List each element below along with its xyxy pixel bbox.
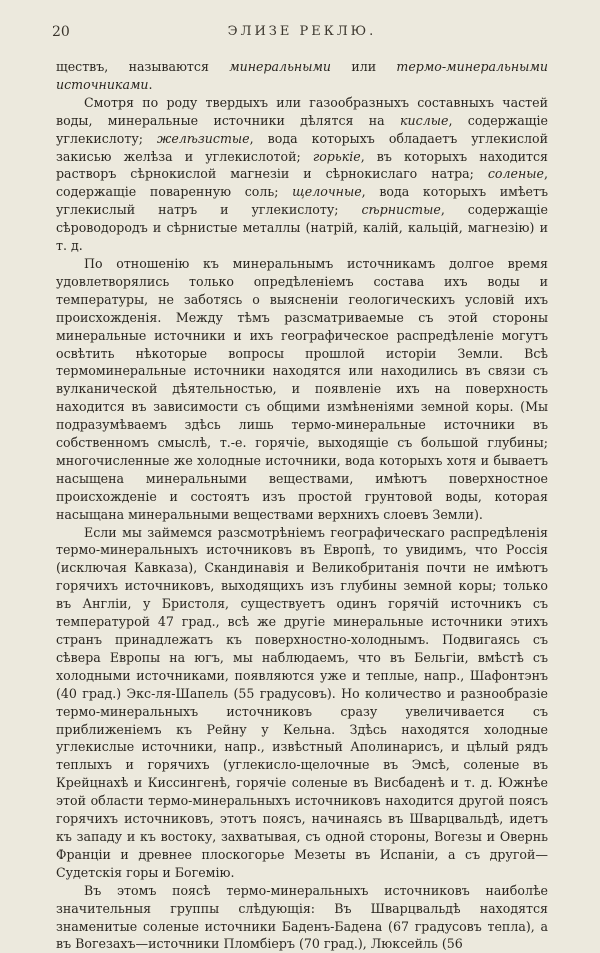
paragraph: [56, 882, 548, 953]
body-text: [56, 58, 548, 953]
text-run: , вода которыхъ обладаетъ углекислой закисью желѣза и углекислотой;: [56, 130, 548, 164]
italic-term: желѣзистые: [157, 130, 250, 146]
italic-term: термо-минеральными источниками: [56, 59, 548, 92]
text-run: , содержащіе поваренную соль;: [56, 166, 548, 200]
italic-term: щелочные: [292, 184, 362, 200]
paragraph: [56, 58, 548, 94]
italic-term: кислые: [400, 112, 449, 128]
italic-term: сѣрнистые: [361, 202, 441, 218]
running-title: ЭЛИЗЕ РЕКЛЮ.: [227, 24, 377, 39]
text-run: По отношенію къ минеральнымъ источникамъ долгое время удовлетворялись только опредѣленіемъ состава ихъ воды и температуры, не заботясь о выясненіи геологическихъ условій ихъ происхожденія. Между тѣмъ разсматриваемые съ этой стороны минеральные источники и ихъ географическое распредѣленіе могутъ освѣтить нѣкоторые вопросы прошлой исторіи Земли. Всѣ термоминеральные источники находятся или находились въ связи съ вулканической дѣятельностью, и появленіе ихъ на поверхность находится въ зависимости съ общими измѣненіями земной коры. (Мы подразумѣваемъ здѣсь лишь термо-минеральные источники въ собственномъ смыслѣ, т.-е. горячіе, выходящіе съ большой глубины; многочисленные же холодные источники, вода которыхъ хотя и бываетъ насыщена минеральными веществами, имѣютъ поверхностное происхожденіе и состоятъ изъ простой грунтовой воды, которая насыщана минеральными веществами верхнихъ слоевъ Земли).: [56, 255, 548, 522]
page-number: 20: [52, 24, 70, 40]
text-run: , содержащіе сѣроводородъ и сѣрнистые металлы (натрій, калій, кальцій, магнезію) и т. д.: [56, 202, 548, 254]
text-run: , содержащіе углекислоту;: [56, 112, 548, 146]
text-run: .: [148, 76, 153, 92]
italic-term: горькіе: [312, 148, 361, 164]
text-run: Смотря по роду твердыхъ или газообразныхъ составныхъ частей воды, минеральные источники дѣлятся на: [56, 94, 548, 128]
text-run: или: [331, 59, 397, 74]
text-run: ществъ, называются: [56, 59, 230, 74]
running-head: [52, 24, 548, 44]
paragraph: [56, 255, 548, 524]
text-run: , вода которыхъ имѣетъ углекислый натръ и углекислоту;: [56, 184, 548, 218]
text-run: Если мы займемся разсмотрѣніемъ географическаго распредѣленія термо-минеральныхъ источниковъ въ Европѣ, то увидимъ, что Россія (исключая Кавказа), Скандинавія и Великобританія почти не имѣютъ горячихъ источниковъ, выходящихъ изъ глубины земной коры; только въ Англіи, у Бристоля, существуетъ одинъ горячій источникъ съ температурой 47 град., всѣ же другіе минеральные источники этихъ странъ принадлежатъ къ поверхностно-холоднымъ. Подвигаясь съ сѣвера Европы на югъ, мы наблюдаемъ, что въ Бельгіи, вмѣстѣ съ холодными источниками, появляются уже и теплые, напр., Шафонтэнъ (40 град.) Экс-ля-Шапель (55 градусовъ). Но количество и разнообразіе термо-минеральныхъ источниковъ сразу увеличивается съ приближеніемъ къ Рейну у Кельна. Здѣсь находятся холодные углекислые источники, напр., извѣстный Аполинарисъ, и цѣлый рядъ теплыхъ и горячихъ (углекисло-щелочные въ Эмсѣ, соленые въ Крейцнахѣ и Киссингенѣ, горячіе соленые въ Висбаденѣ и т. д. Южнѣе этой области термо-минеральныхъ источниковъ находится другой поясъ горячихъ источниковъ, этотъ поясъ, начинаясь въ Шварцвальдѣ, идетъ къ западу и къ востоку, захватывая, съ одной стороны, Вогезы и Овернь Франціи и древнее плоскогорье Мезеты въ Испаніи, а съ другой—Судетскія горы и Богемію.: [56, 524, 548, 880]
paragraph: [56, 524, 548, 882]
italic-term: соленые: [487, 166, 544, 182]
italic-term: минеральными: [229, 59, 332, 74]
text-run: , въ которыхъ находится растворъ сѣрнокислой магнезіи и сѣрнокислаго натра;: [56, 148, 548, 182]
text-run: Въ этомъ поясѣ термо-минеральныхъ источниковъ наиболѣе значительныя группы слѣдующія: Въ Шварцвальдѣ находятся знаменитые соленые источники Баденъ-Бадена (67 градусовъ тепла), а въ Вогезахъ—источники Пломбіеръ (70 град.), Люксейль (56: [56, 882, 548, 952]
paragraph: [56, 94, 548, 255]
